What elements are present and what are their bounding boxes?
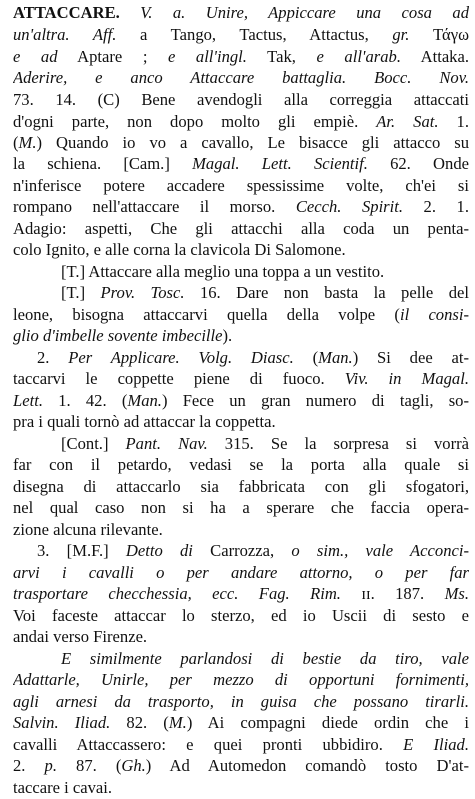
entry-line bbox=[61, 433, 469, 455]
italic-segment: Adattarle, Unirle, per mezzo di opportuni fornimenti, bbox=[13, 670, 469, 689]
text-segment: ) Quando io vo a cavallo, Le bisacce gli attacco su bbox=[36, 133, 469, 152]
entry-line bbox=[13, 2, 469, 24]
entry-line bbox=[61, 648, 469, 670]
text-segment: ( bbox=[293, 348, 319, 367]
italic-segment: M. bbox=[168, 713, 187, 732]
italic-segment: gr. bbox=[392, 25, 410, 44]
entry-line bbox=[13, 583, 469, 605]
italic-segment: Lett. bbox=[13, 391, 43, 410]
text-segment: Voi faceste attaccar lo sterzo, ed io Uscii di sesto e bbox=[13, 606, 469, 625]
text-segment: disegna di attaccarlo sia fabbricata con gli sfogatori, bbox=[13, 477, 469, 496]
text-segment: Aptare ; bbox=[57, 47, 168, 66]
text-segment: Adagio: aspetti, Che gli attacchi alla coda un penta- bbox=[13, 219, 469, 238]
text-segment: 3. [M.F.] bbox=[37, 541, 126, 560]
text-segment: 2. bbox=[37, 348, 69, 367]
text-segment: 2. bbox=[13, 756, 45, 775]
italic-segment: Cecch. Spirit. bbox=[295, 197, 404, 216]
italic-segment: o sim., vale Acconci- bbox=[291, 541, 469, 560]
italic-segment: trasportare checchessia, ecc. Fag. Rim. bbox=[13, 584, 341, 603]
italic-segment: Ms. bbox=[444, 584, 469, 603]
entry-line bbox=[13, 218, 469, 240]
italic-segment: Ar. Sat. bbox=[376, 112, 439, 131]
text-segment: 87. ( bbox=[56, 756, 122, 775]
text-segment: pra i quali tornò ad attaccar la coppetta. bbox=[13, 412, 276, 431]
text-segment: colo Ignito, e alle corna la clavicola Di Salomone. bbox=[13, 240, 346, 259]
text-segment: 2. 1. bbox=[403, 197, 469, 216]
italic-segment: p. bbox=[44, 756, 57, 775]
entry-line bbox=[13, 390, 469, 412]
text-segment: taccare i cavai. bbox=[13, 778, 113, 797]
italic-segment: Man. bbox=[127, 391, 162, 410]
text-segment: leone, bisogna attaccarvi quella della volpe ( bbox=[13, 305, 400, 324]
entry-line bbox=[13, 734, 469, 756]
text-segment: [T.] bbox=[61, 283, 101, 302]
text-segment: ( bbox=[13, 133, 19, 152]
italic-segment: Viv. in Magal. bbox=[344, 369, 469, 388]
entry-line bbox=[13, 325, 469, 347]
entry-line bbox=[13, 196, 469, 218]
entry-line bbox=[13, 691, 469, 713]
text-segment: ) Ad Automedon comandò tosto D'at- bbox=[145, 756, 469, 775]
entry-line bbox=[13, 175, 469, 197]
entry-line bbox=[13, 111, 469, 133]
italic-segment: e all'ingl. bbox=[167, 47, 247, 66]
italic-segment: M. bbox=[18, 133, 37, 152]
italic-segment: e ad bbox=[13, 47, 58, 66]
entry-line bbox=[13, 777, 469, 799]
entry-line bbox=[13, 411, 469, 433]
text-segment: andai verso Firenze. bbox=[13, 627, 148, 646]
text-segment: zione alcuna rilevante. bbox=[13, 520, 163, 539]
italic-segment: Magal. Lett. Scientif. bbox=[192, 154, 368, 173]
text-segment: a Tango, Tactus, Attactus, bbox=[116, 25, 393, 44]
italic-segment: Detto di bbox=[125, 541, 193, 560]
text-segment: cavalli Attaccassero: e quei pronti ubbidiro. bbox=[13, 735, 404, 754]
text-segment: d'ogni parte, non dopo molto gli empiè. bbox=[13, 112, 377, 131]
text-segment: ) Ai compagni diede ordin che i bbox=[186, 713, 469, 732]
entry-line bbox=[61, 261, 469, 283]
entry-line bbox=[13, 454, 469, 476]
text-segment bbox=[120, 3, 140, 22]
entry-line bbox=[61, 282, 469, 304]
italic-segment: V. a. Unire, Appiccare una cosa ad bbox=[140, 3, 469, 22]
italic-segment: Prov. Tosc. bbox=[100, 283, 185, 302]
entry-line bbox=[37, 347, 469, 369]
text-segment: ) Fece un gran numero di tagli, so- bbox=[161, 391, 469, 410]
italic-segment: e all'arab. bbox=[316, 47, 401, 66]
text-segment: far con il petardo, vedasi se la porta alla quale si bbox=[13, 455, 469, 474]
italic-segment: E similmente parlandosi di bestie da tiro, vale bbox=[61, 649, 469, 668]
italic-segment: arvi i cavalli o per andare attorno, o per far bbox=[13, 563, 469, 582]
text-segment: 16. Dare non basta la pelle del bbox=[184, 283, 469, 302]
entry-line bbox=[13, 712, 469, 734]
entry-line bbox=[13, 239, 469, 261]
entry-line bbox=[13, 669, 469, 691]
text-segment: Tak, bbox=[246, 47, 317, 66]
entry-line bbox=[13, 562, 469, 584]
entry-line bbox=[13, 368, 469, 390]
italic-segment: Gh. bbox=[121, 756, 146, 775]
italic-segment: il consi- bbox=[399, 305, 469, 324]
italic-segment: un'altra. Aff. bbox=[13, 25, 117, 44]
text-segment: Τάγω bbox=[409, 25, 469, 44]
entry-line bbox=[13, 132, 469, 154]
text-segment: Carrozza, bbox=[192, 541, 292, 560]
text-segment: taccarvi le coppette piene di fuoco. bbox=[13, 369, 345, 388]
entry-line bbox=[13, 476, 469, 498]
entry-line bbox=[13, 497, 469, 519]
italic-segment: Per Applicare. Volg. Diasc. bbox=[68, 348, 294, 367]
entry-line bbox=[37, 540, 469, 562]
italic-segment: agli arnesi da trasporto, in guisa che possano tirarli. bbox=[13, 692, 469, 711]
text-segment: ɪɪ. 187. bbox=[340, 584, 445, 603]
italic-segment: glio d'imbelle sovente imbecille bbox=[13, 326, 223, 345]
text-segment: ) Si dee at- bbox=[352, 348, 469, 367]
entry-line bbox=[13, 67, 469, 89]
text-segment: [Cont.] bbox=[61, 434, 126, 453]
text-segment: Attaka. bbox=[400, 47, 469, 66]
italic-segment: E Iliad. bbox=[403, 735, 469, 754]
headword: ATTACCARE. bbox=[13, 3, 120, 22]
entry-line bbox=[13, 519, 469, 541]
text-segment: 62. Onde bbox=[367, 154, 469, 173]
text-segment: 73. 14. (C) Bene avendogli alla correggia attaccati bbox=[13, 90, 469, 109]
entry-line bbox=[13, 24, 469, 46]
entry-line bbox=[13, 755, 469, 777]
text-segment: rompano nell'attaccare il morso. bbox=[13, 197, 296, 216]
text-segment: n'inferisce potere accadere spessissime volte, ch'ei si bbox=[13, 176, 469, 195]
entry-line bbox=[13, 153, 469, 175]
italic-segment: Pant. Nav. bbox=[125, 434, 208, 453]
italic-segment: Salvin. Iliad. bbox=[13, 713, 111, 732]
text-segment: 1. bbox=[438, 112, 469, 131]
text-segment: [T.] Attaccare alla meglio una toppa a un vestito. bbox=[61, 262, 385, 281]
text-segment: 1. 42. ( bbox=[42, 391, 128, 410]
entry-line bbox=[13, 89, 469, 111]
text-segment: 315. Se la sorpresa si vorrà bbox=[207, 434, 469, 453]
entry-line bbox=[13, 304, 469, 326]
italic-segment: Aderire, e anco Attaccare battaglia. Bocc. Nov. bbox=[13, 68, 469, 87]
text-segment: nel qual caso non si ha a sperare che faccia opera- bbox=[13, 498, 469, 517]
entry-line bbox=[13, 605, 469, 627]
entry-line bbox=[13, 626, 469, 648]
entry-line bbox=[13, 46, 469, 68]
italic-segment: Man. bbox=[318, 348, 353, 367]
text-segment: ). bbox=[222, 326, 233, 345]
text-segment: 82. ( bbox=[110, 713, 169, 732]
text-segment: la schiena. [Cam.] bbox=[13, 154, 193, 173]
